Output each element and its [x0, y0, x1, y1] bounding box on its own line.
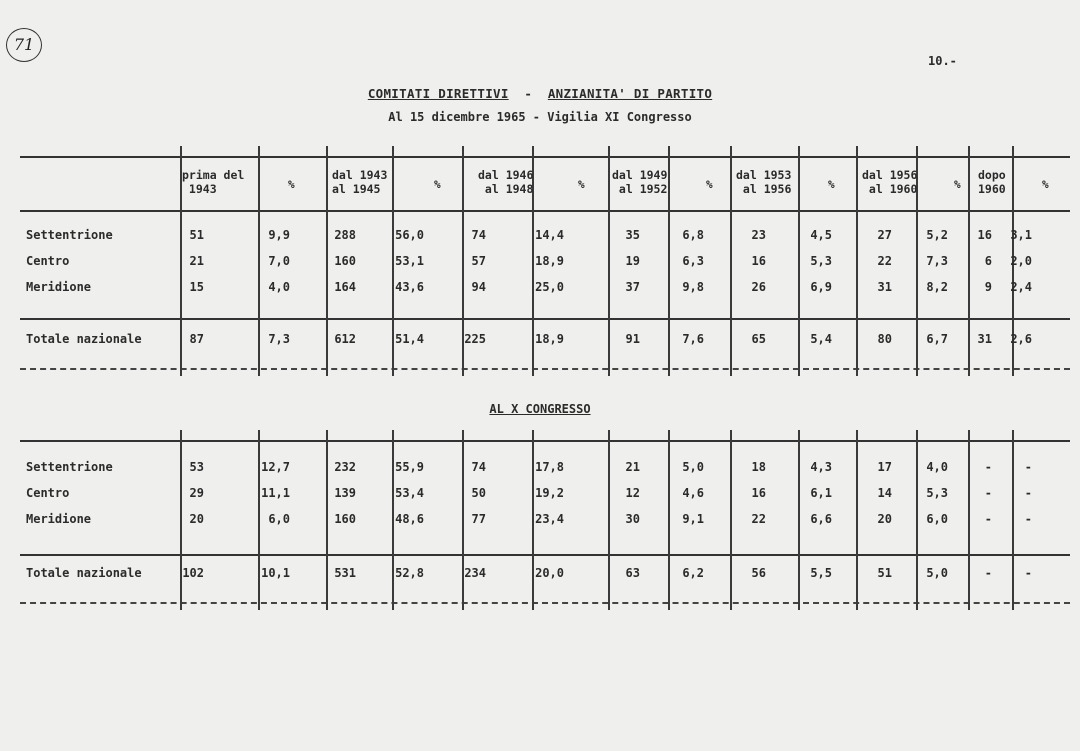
table-rule	[20, 156, 1070, 158]
table-cell: 232	[334, 460, 356, 474]
table-cell: -	[1024, 460, 1032, 474]
total-cell: 80	[877, 332, 892, 346]
table-cell: 94	[471, 280, 486, 294]
table-cell: -	[984, 512, 992, 526]
table-column-rule	[532, 430, 534, 610]
column-header: prima del 1943	[182, 168, 245, 196]
table-cell: 164	[334, 280, 356, 294]
table-cell: 77	[471, 512, 486, 526]
table-cell: 6,1	[810, 486, 832, 500]
total-cell: 63	[625, 566, 640, 580]
table-cell: 9,1	[682, 512, 704, 526]
table-cell: 29	[189, 486, 204, 500]
table-cell: 5,0	[682, 460, 704, 474]
table-cell: 31	[877, 280, 892, 294]
table-column-rule	[462, 430, 464, 610]
row-label: Centro	[26, 486, 70, 500]
table-rule-dashed	[20, 368, 1070, 370]
table-cell: 23	[751, 228, 766, 242]
table-cell: 7,0	[268, 254, 290, 268]
column-header-percent: %	[288, 178, 295, 191]
table-cell: 43,6	[395, 280, 424, 294]
total-cell: 5,5	[810, 566, 832, 580]
table-column-rule	[258, 430, 260, 610]
table-cell: 2,4	[1010, 280, 1032, 294]
table-cell: 6,9	[810, 280, 832, 294]
title-separator: -	[524, 86, 533, 101]
table-cell: 20	[877, 512, 892, 526]
table-column-rule	[326, 430, 328, 610]
table-cell: -	[984, 486, 992, 500]
table-column-rule	[608, 146, 610, 376]
table-column-rule	[392, 430, 394, 610]
table-cell: 12,7	[261, 460, 290, 474]
table-column-rule	[730, 146, 732, 376]
total-cell: 87	[189, 332, 204, 346]
table-column-rule	[392, 146, 394, 376]
table-cell: 4,3	[810, 460, 832, 474]
column-header-percent: %	[828, 178, 835, 191]
total-cell: 531	[334, 566, 356, 580]
total-cell: 51,4	[395, 332, 424, 346]
table-cell: 6,6	[810, 512, 832, 526]
table-cell: -	[1024, 486, 1032, 500]
table-column-rule	[730, 430, 732, 610]
table-cell: 48,6	[395, 512, 424, 526]
table-column-rule	[608, 430, 610, 610]
table-cell: 6,0	[268, 512, 290, 526]
table-cell: 4,6	[682, 486, 704, 500]
table-cell: 17	[877, 460, 892, 474]
total-cell: 7,3	[268, 332, 290, 346]
table-column-rule	[798, 430, 800, 610]
page-number: 10.-	[928, 54, 957, 68]
table-cell: 139	[334, 486, 356, 500]
table-column-rule	[180, 430, 182, 610]
table-cell: 5,3	[810, 254, 832, 268]
total-cell: 7,6	[682, 332, 704, 346]
table-cell: 17,8	[535, 460, 564, 474]
table-cell: 18	[751, 460, 766, 474]
table-cell: 6,3	[682, 254, 704, 268]
title-part1: COMITATI DIRETTIVI	[367, 86, 509, 101]
total-cell: 18,9	[535, 332, 564, 346]
column-header: dal 1956 al 1960	[862, 168, 918, 196]
table-cell: 12	[625, 486, 640, 500]
total-cell: 10,1	[261, 566, 290, 580]
table-column-rule	[856, 430, 858, 610]
table-cell: 4,5	[810, 228, 832, 242]
table-cell: 15	[189, 280, 204, 294]
table-cell: 9,8	[682, 280, 704, 294]
table-cell: 21	[625, 460, 640, 474]
table-cell: 55,9	[395, 460, 424, 474]
table-cell: 6,8	[682, 228, 704, 242]
table-column-rule	[1012, 430, 1014, 610]
column-header: dal 1943 al 1945	[332, 168, 388, 196]
table-cell: 6	[984, 254, 992, 268]
table-cell: 8,2	[926, 280, 948, 294]
table-cell: 50	[471, 486, 486, 500]
table-column-rule	[326, 146, 328, 376]
column-header: dal 1946 al 1948	[478, 168, 534, 196]
total-cell: 31	[977, 332, 992, 346]
table-cell: 74	[471, 228, 486, 242]
table-x-congresso	[20, 430, 1070, 610]
table-cell: 16	[751, 486, 766, 500]
table-cell: 20	[189, 512, 204, 526]
table-cell: 30	[625, 512, 640, 526]
table-rule	[20, 210, 1070, 212]
table-cell: 160	[334, 512, 356, 526]
total-cell: 56	[751, 566, 766, 580]
table-column-rule	[798, 146, 800, 376]
total-cell: 20,0	[535, 566, 564, 580]
table-cell: 6,0	[926, 512, 948, 526]
total-cell: 102	[182, 566, 204, 580]
total-cell: 6,2	[682, 566, 704, 580]
row-label: Settentrione	[26, 460, 113, 474]
table-cell: 21	[189, 254, 204, 268]
table-cell: 4,0	[268, 280, 290, 294]
total-row-label: Totale nazionale	[26, 566, 142, 580]
title-part2: ANZIANITA' DI PARTITO	[547, 86, 713, 101]
total-cell: 5,0	[926, 566, 948, 580]
table-cell: 16	[751, 254, 766, 268]
table-cell: 27	[877, 228, 892, 242]
column-header-percent: %	[706, 178, 713, 191]
table-cell: 2,0	[1010, 254, 1032, 268]
table-cell: -	[984, 460, 992, 474]
column-header: dopo 1960	[978, 168, 1006, 196]
table-rule	[20, 440, 1070, 442]
section-title-x-congresso: AL X CONGRESSO	[489, 402, 591, 416]
table-cell: 19,2	[535, 486, 564, 500]
table-cell: 7,3	[926, 254, 948, 268]
column-header-percent: %	[578, 178, 585, 191]
table-rule-dashed	[20, 602, 1070, 604]
table-cell: 11,1	[261, 486, 290, 500]
column-header: dal 1949 al 1952	[612, 168, 668, 196]
column-header-percent: %	[434, 178, 441, 191]
table-cell: 35	[625, 228, 640, 242]
row-label: Settentrione	[26, 228, 113, 242]
table-cell: 9	[984, 280, 992, 294]
table-cell: 160	[334, 254, 356, 268]
table-cell: 22	[877, 254, 892, 268]
table-cell: 19	[625, 254, 640, 268]
table-cell: 57	[471, 254, 486, 268]
total-cell: 51	[877, 566, 892, 580]
total-cell: 2,6	[1010, 332, 1032, 346]
table-column-rule	[258, 146, 260, 376]
total-cell: 65	[751, 332, 766, 346]
row-label: Meridione	[26, 512, 92, 526]
row-label: Meridione	[26, 280, 92, 294]
total-cell: 225	[464, 332, 486, 346]
table-column-rule	[968, 430, 970, 610]
table-rule	[20, 554, 1070, 556]
total-cell: 5,4	[810, 332, 832, 346]
total-cell: 234	[464, 566, 486, 580]
table-column-rule	[668, 430, 670, 610]
table-column-rule	[916, 430, 918, 610]
table-cell: 74	[471, 460, 486, 474]
row-label: Centro	[26, 254, 70, 268]
total-row-label: Totale nazionale	[26, 332, 142, 346]
table-cell: 4,0	[926, 460, 948, 474]
table-column-rule	[668, 146, 670, 376]
table-cell: 23,4	[535, 512, 564, 526]
table-cell: 5,2	[926, 228, 948, 242]
table-cell: 22	[751, 512, 766, 526]
table-cell: 288	[334, 228, 356, 242]
table-vigilia-xi-congresso	[20, 146, 1070, 376]
table-cell: -	[1024, 512, 1032, 526]
table-column-rule	[856, 146, 858, 376]
document-title	[0, 86, 1080, 101]
total-cell: 91	[625, 332, 640, 346]
total-cell: 52,8	[395, 566, 424, 580]
total-cell: -	[984, 566, 992, 580]
total-cell: 6,7	[926, 332, 948, 346]
table-cell: 5,3	[926, 486, 948, 500]
table-cell: 53,4	[395, 486, 424, 500]
total-cell: 612	[334, 332, 356, 346]
table-cell: 18,9	[535, 254, 564, 268]
table-cell: 56,0	[395, 228, 424, 242]
table-cell: 9,9	[268, 228, 290, 242]
page-mark: 71	[6, 28, 42, 62]
table-cell: 3,1	[1010, 228, 1032, 242]
column-header-percent: %	[954, 178, 961, 191]
column-header: dal 1953 al 1956	[736, 168, 792, 196]
table-cell: 26	[751, 280, 766, 294]
table-cell: 51	[189, 228, 204, 242]
table-column-rule	[968, 146, 970, 376]
total-cell: -	[1024, 566, 1032, 580]
table-rule	[20, 318, 1070, 320]
table-cell: 37	[625, 280, 640, 294]
table-cell: 14	[877, 486, 892, 500]
table-cell: 53	[189, 460, 204, 474]
column-header-percent: %	[1042, 178, 1049, 191]
table-cell: 53,1	[395, 254, 424, 268]
table-cell: 14,4	[535, 228, 564, 242]
table-cell: 25,0	[535, 280, 564, 294]
table-cell: 16	[977, 228, 992, 242]
document-subtitle: Al 15 dicembre 1965 - Vigilia XI Congresso	[388, 110, 692, 124]
